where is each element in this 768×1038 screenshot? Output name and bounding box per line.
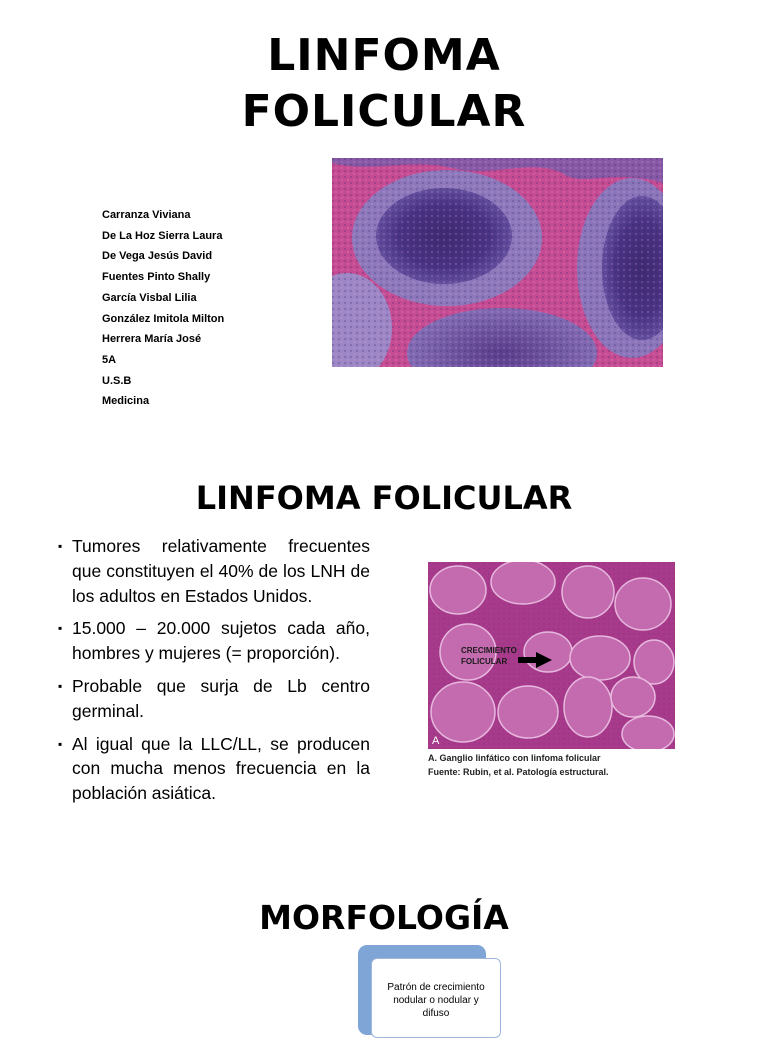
bullet-item [58,674,370,724]
bullet-marker: ▪ [58,539,63,553]
slide1-title-line1: LINFOMA [267,30,501,81]
author-item: Herrera María José [102,333,202,346]
bullet-item [58,616,370,666]
bullet-item [58,732,370,806]
bullet-marker: ▪ [58,678,63,693]
author-item: García Visbal Lilia [102,291,197,304]
panel-letter: A [432,735,440,747]
annotation-text-line1: CRECIMIENTO [461,646,517,655]
author-list [102,205,224,412]
bullet-text: Al igual que la LLC/LL, se producen con mucha menos frecuencia en la población asiática. [72,733,370,804]
diagram-box-text-line3: difuso [422,1008,450,1019]
author-item: Fuentes Pinto Shally [102,271,211,284]
slide2-title: LINFOMA FOLICULAR [195,479,573,517]
bullet-text: Tumores relativamente frecuentes que constituyen el 40% de los LNH de los adultos en Estados Unidos. [72,536,370,606]
author-item: De Vega Jesús David [102,250,213,263]
histology-image-follicles-svg [332,158,663,367]
group-label: 5A [102,353,117,366]
faculty-label: Medicina [102,395,150,408]
bullet-text: 15.000 – 20.000 sujetos cada año, hombres y mujeres (= proporción). [72,618,370,664]
diagram-box-text-line2: nodular o nodular y [393,995,479,1006]
author-item: De La Hoz Sierra Laura [102,229,223,242]
diagram-box-text-line1: Patrón de crecimiento [387,982,485,993]
annotation-text-line2: FOLICULAR [461,657,508,666]
bullet-list [58,534,370,814]
lymph-node-image [428,562,675,749]
university-label: U.S.B [102,374,132,387]
figure-caption-line1: A. Ganglio linfático con linfoma folicular [428,753,601,763]
bullet-text: Probable que surja de Lb centro germinal. [72,675,370,721]
lymph-node-image-svg [428,562,675,749]
slide1-title [0,28,768,140]
slide1-title-line2: FOLICULAR [241,86,527,137]
diagram-box [371,958,501,1038]
bullet-marker: ▪ [58,736,63,751]
bullet-item [58,534,370,608]
author-item: Carranza Viviana [102,209,191,221]
figure-caption [428,751,609,779]
author-item: González Imitola Milton [102,312,225,325]
slide3-title: MORFOLOGÍA [259,898,509,937]
histology-image-follicles [332,158,663,367]
figure-caption-line2: Fuente: Rubin, et al. Patología estructural. [428,767,609,777]
bullet-marker: ▪ [58,621,63,636]
